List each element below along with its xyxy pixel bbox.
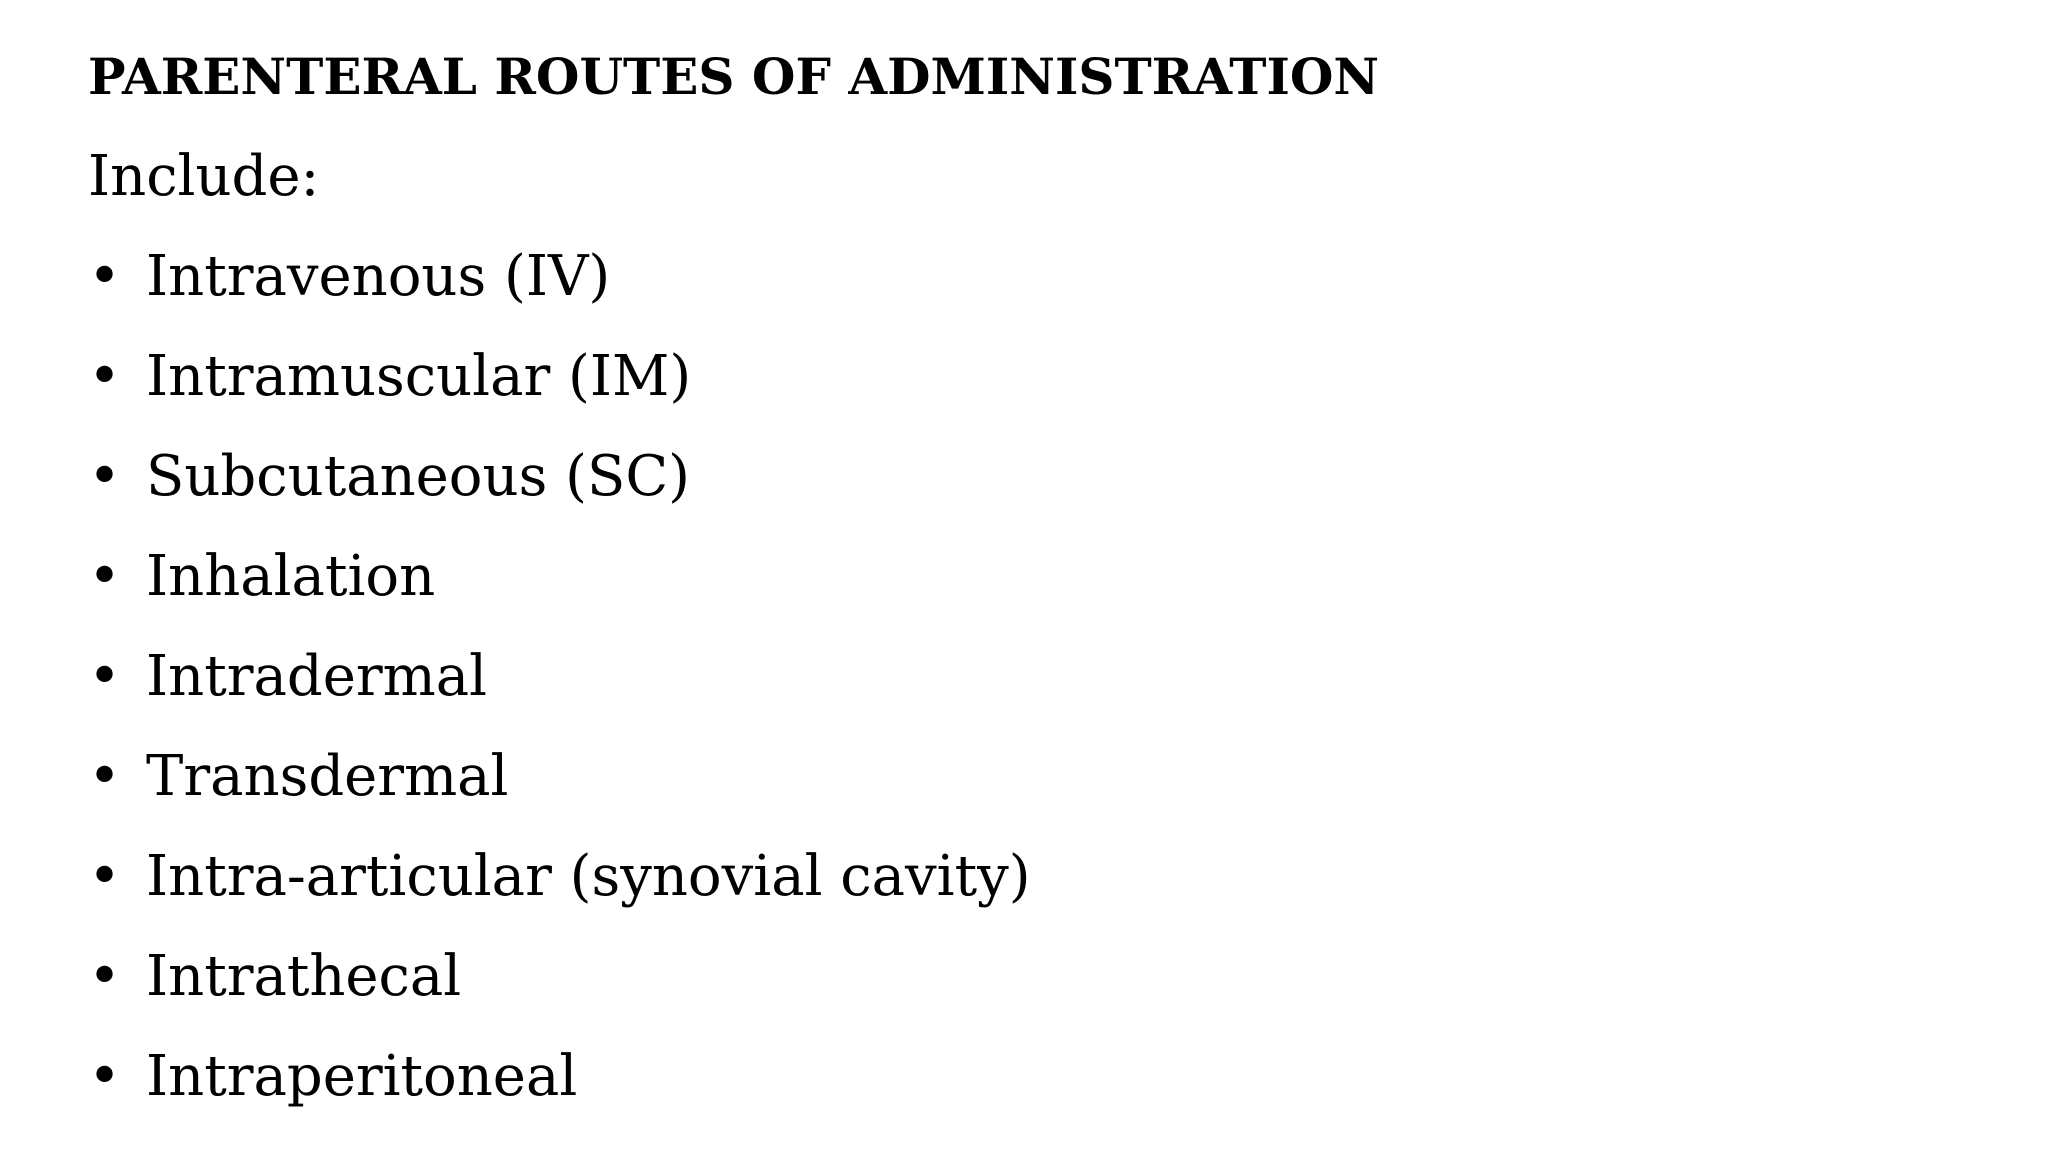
bullet-icon: • (88, 1044, 122, 1109)
list-item (88, 1044, 2048, 1110)
bullet-icon: • (88, 644, 122, 709)
bullet-icon: • (88, 944, 122, 1009)
list-item (88, 644, 2048, 710)
intro-text: Include: (88, 144, 320, 209)
list-item-label: Inhalation (146, 544, 436, 609)
list-item-label: Intramuscular (IM) (146, 344, 692, 409)
list-item (88, 744, 2048, 810)
slide-title: PARENTERAL ROUTES OF ADMINISTRATION (88, 47, 1380, 106)
bullet-icon: • (88, 744, 122, 809)
list-item (88, 544, 2048, 610)
list-item-label: Transdermal (146, 744, 509, 809)
list-item-label: Intrathecal (146, 944, 462, 1009)
list-item (88, 344, 2048, 410)
bullet-icon: • (88, 444, 122, 509)
bullet-icon: • (88, 844, 122, 909)
list-item-label: Intraperitoneal (146, 1044, 578, 1109)
bullet-icon: • (88, 544, 122, 609)
list-item (88, 944, 2048, 1010)
list-item-label: Subcutaneous (SC) (146, 444, 691, 509)
list-item (88, 844, 2048, 910)
list-item-label: Intra-articular (synovial cavity) (146, 844, 1031, 909)
list-item (88, 444, 2048, 510)
bullet-icon: • (88, 344, 122, 409)
list-item-label: Intravenous (IV) (146, 244, 611, 309)
list-item (88, 244, 2048, 310)
list-item-label: Intradermal (146, 644, 488, 709)
routes-list (88, 244, 2048, 1110)
bullet-icon: • (88, 244, 122, 309)
